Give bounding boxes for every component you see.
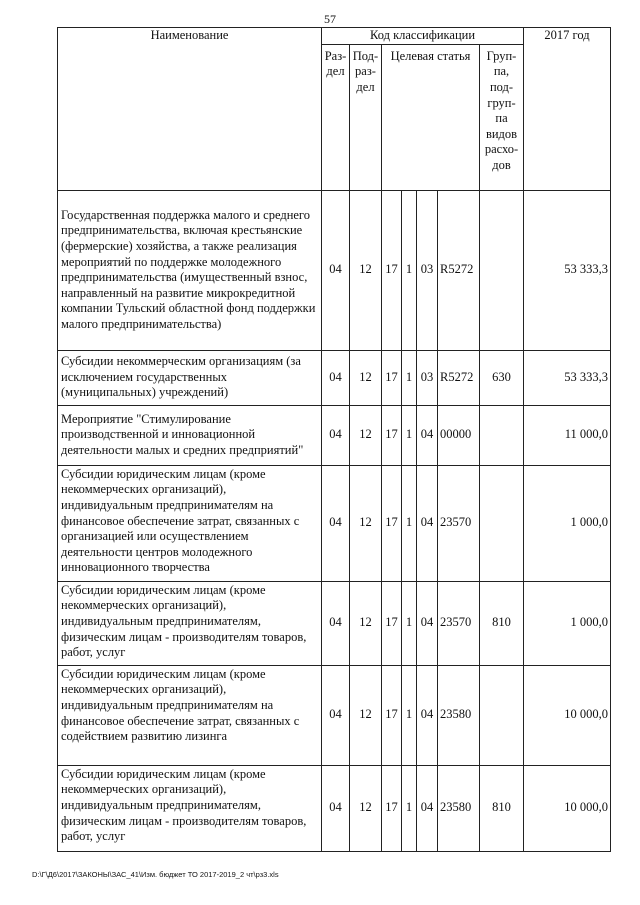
header-subsection: Под-раз-дел xyxy=(350,44,382,190)
row-podrazdel: 12 xyxy=(350,405,382,465)
header-code: Код классификации xyxy=(322,28,524,45)
header-target: Целевая статья xyxy=(382,44,480,190)
row-razdel: 04 xyxy=(322,465,350,581)
table-row xyxy=(58,581,611,665)
row-podrazdel: 12 xyxy=(350,190,382,350)
row-name: Субсидии юридическим лицам (кроме некоммерческих организаций), индивидуальным предпринимателям, физическим лицам - производителям товаров, работ, услуг xyxy=(58,765,322,851)
row-code-2: 1 xyxy=(402,465,417,581)
row-code-1: 17 xyxy=(382,405,402,465)
row-amount: 53 333,3 xyxy=(524,350,611,405)
row-amount: 10 000,0 xyxy=(524,665,611,765)
row-code-1: 17 xyxy=(382,665,402,765)
row-vid xyxy=(480,465,524,581)
row-razdel: 04 xyxy=(322,405,350,465)
row-code-4: R5272 xyxy=(438,350,480,405)
row-podrazdel: 12 xyxy=(350,665,382,765)
row-amount: 1 000,0 xyxy=(524,465,611,581)
row-amount: 10 000,0 xyxy=(524,765,611,851)
file-path-footer: D:\Г\Д6\2017\ЗАКОНЫ\ЗАС_41\Изм. бюджет ТО 2017-2019_2 чт\рз3.xls xyxy=(32,870,279,879)
header-row-top xyxy=(58,28,611,45)
row-code-4: 23580 xyxy=(438,665,480,765)
row-code-4: 23580 xyxy=(438,765,480,851)
header-section: Раз-дел xyxy=(322,44,350,190)
row-code-2: 1 xyxy=(402,581,417,665)
row-razdel: 04 xyxy=(322,765,350,851)
row-vid xyxy=(480,665,524,765)
row-code-4: R5272 xyxy=(438,190,480,350)
row-name: Субсидии юридическим лицам (кроме некоммерческих организаций), индивидуальным предпринимателям на финансовое обеспечение затрат, связанных с организацией или осуществлением деятельности центров молодежного инновационного творчества xyxy=(58,465,322,581)
row-amount: 11 000,0 xyxy=(524,405,611,465)
row-code-3: 04 xyxy=(417,465,438,581)
row-vid xyxy=(480,405,524,465)
row-podrazdel: 12 xyxy=(350,581,382,665)
row-vid: 810 xyxy=(480,581,524,665)
row-code-3: 04 xyxy=(417,665,438,765)
row-code-3: 03 xyxy=(417,350,438,405)
row-code-1: 17 xyxy=(382,465,402,581)
row-code-3: 04 xyxy=(417,581,438,665)
row-podrazdel: 12 xyxy=(350,465,382,581)
row-code-3: 04 xyxy=(417,405,438,465)
row-podrazdel: 12 xyxy=(350,350,382,405)
row-code-3: 03 xyxy=(417,190,438,350)
budget-table xyxy=(57,27,611,852)
row-name: Субсидии некоммерческим организациям (за исключением государственных (муниципальных) учреждений) xyxy=(58,350,322,405)
table-row xyxy=(58,350,611,405)
row-code-1: 17 xyxy=(382,350,402,405)
row-razdel: 04 xyxy=(322,665,350,765)
row-amount: 53 333,3 xyxy=(524,190,611,350)
row-code-2: 1 xyxy=(402,190,417,350)
row-code-2: 1 xyxy=(402,405,417,465)
table-row xyxy=(58,665,611,765)
row-amount: 1 000,0 xyxy=(524,581,611,665)
row-vid xyxy=(480,190,524,350)
row-razdel: 04 xyxy=(322,350,350,405)
row-code-4: 23570 xyxy=(438,465,480,581)
table-row xyxy=(58,190,611,350)
row-name: Государственная поддержка малого и среднего предпринимательства, включая крестьянские (фермерские) хозяйства, а также реализация мероприятий по поддержке молодежного предпринимательства (имущественный взнос, направленный на развитие микрокредитной компании Тульский областной фонд поддержки малого предпринимательства) xyxy=(58,190,322,350)
page-number: 57 xyxy=(324,12,336,26)
row-code-2: 1 xyxy=(402,350,417,405)
row-code-1: 17 xyxy=(382,765,402,851)
row-name: Субсидии юридическим лицам (кроме некоммерческих организаций), индивидуальным предпринимателям на финансовое обеспечение затрат, связанных с содействием развитию лизинга xyxy=(58,665,322,765)
row-name: Субсидии юридическим лицам (кроме некоммерческих организаций), индивидуальным предпринимателям, физическим лицам - производителям товаров, работ, услуг xyxy=(58,581,322,665)
row-code-2: 1 xyxy=(402,765,417,851)
header-year: 2017 год xyxy=(524,28,611,191)
row-code-4: 23570 xyxy=(438,581,480,665)
row-code-1: 17 xyxy=(382,581,402,665)
row-name: Мероприятие "Стимулирование производственной и инновационной деятельности малых и средних предприятий" xyxy=(58,405,322,465)
row-podrazdel: 12 xyxy=(350,765,382,851)
row-code-2: 1 xyxy=(402,665,417,765)
row-vid: 630 xyxy=(480,350,524,405)
row-razdel: 04 xyxy=(322,581,350,665)
table-row xyxy=(58,465,611,581)
row-razdel: 04 xyxy=(322,190,350,350)
row-code-3: 04 xyxy=(417,765,438,851)
row-vid: 810 xyxy=(480,765,524,851)
header-name: Наименование xyxy=(58,28,322,191)
table-row xyxy=(58,405,611,465)
row-code-1: 17 xyxy=(382,190,402,350)
header-group: Груп-па, под-груп-па видов расхо-дов xyxy=(480,44,524,190)
row-code-4: 00000 xyxy=(438,405,480,465)
table-row xyxy=(58,765,611,851)
